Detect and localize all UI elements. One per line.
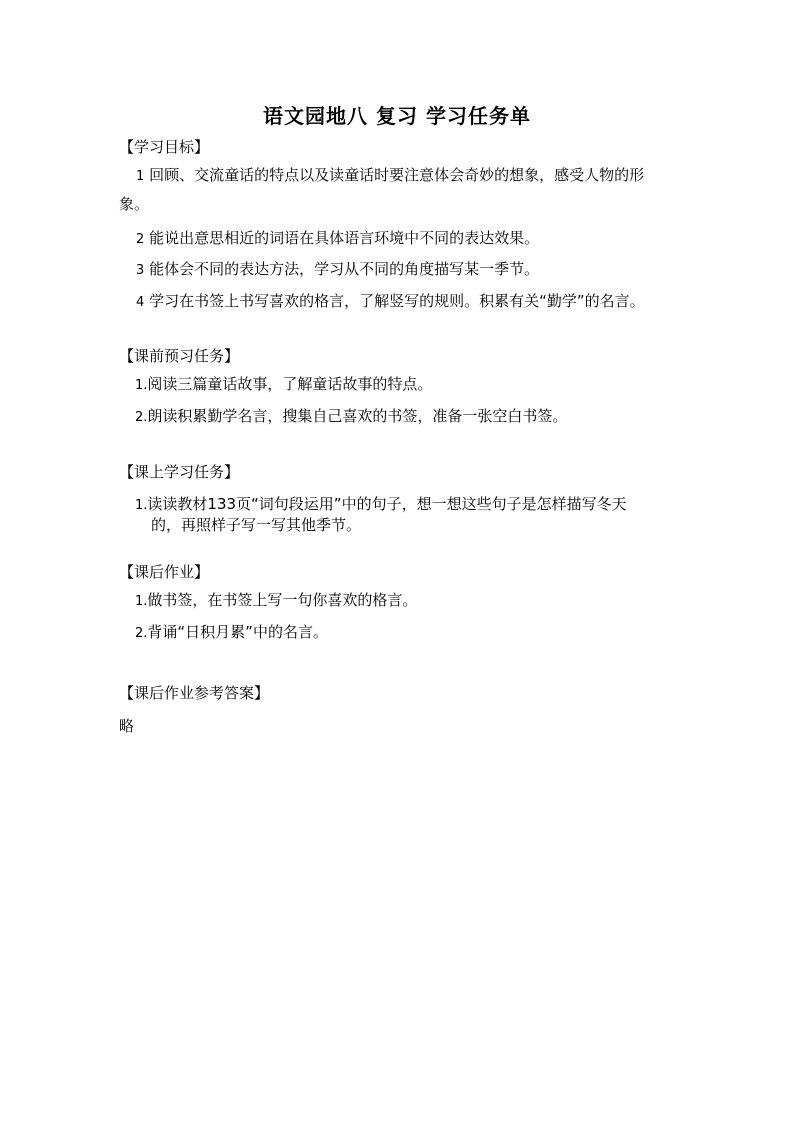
goal-item-number: 4 [136,295,145,310]
goal-item-1 [136,165,644,187]
preview-item-text: 朗读积累勤学名言，搜集自己喜欢的书签，准备一张空白书签。 [147,407,568,425]
section-heading-inclass: 【课上学习任务】 [119,463,240,481]
homework-item-text: 背诵“日积月累”中的名言。 [147,623,328,641]
preview-item-1 [135,374,432,396]
goal-item-1-continued: 象。 [119,195,150,213]
homework-item-number: 1. [135,594,148,609]
homework-item-1 [135,590,417,612]
preview-item-2 [135,406,567,428]
section-heading-goals: 【学习目标】 [119,138,210,156]
inclass-item-number: 1. [135,498,148,513]
inclass-item-text: 读读教材133页“词句段运用”中的句子，想一想这些句子是怎样描写冬天 [147,495,627,513]
goal-item-3 [136,259,539,281]
goal-item-text: 能体会不同的表达方法，学习从不同的角度描写某一季节。 [149,260,540,278]
inclass-item-1-continued: 的，再照样子写一写其他季节。 [151,516,362,534]
section-heading-homework: 【课后作业】 [119,563,210,581]
section-heading-answers: 【课后作业参考答案】 [119,684,270,702]
goal-item-text: 学习在书签上书写喜欢的格言，了解竖写的规则。积累有关“勤学”的名言。 [149,292,645,310]
preview-item-number: 1. [135,378,148,393]
inclass-item-1 [135,494,627,516]
homework-item-number: 2. [135,626,148,641]
page-title: 语文园地八 复习 学习任务单 [263,104,531,128]
goal-item-2 [136,228,539,250]
preview-item-text: 阅读三篇童话故事，了解童话故事的特点。 [147,375,433,393]
section-heading-preview: 【课前预习任务】 [119,347,240,365]
goal-item-number: 1 [136,169,145,184]
homework-item-text: 做书签，在书签上写一句你喜欢的格言。 [147,591,418,609]
goal-item-text: 能说出意思相近的词语在具体语言环境中不同的表达效果。 [149,229,540,247]
goal-item-4 [136,291,645,313]
preview-item-number: 2. [135,410,148,425]
homework-item-2 [135,622,328,644]
answers-text: 略 [119,717,135,735]
goal-item-text: 回顾、交流童话的特点以及读童话时要注意体会奇妙的想象，感受人物的形 [149,166,645,184]
goal-item-number: 3 [136,263,145,278]
goal-item-number: 2 [136,232,145,247]
